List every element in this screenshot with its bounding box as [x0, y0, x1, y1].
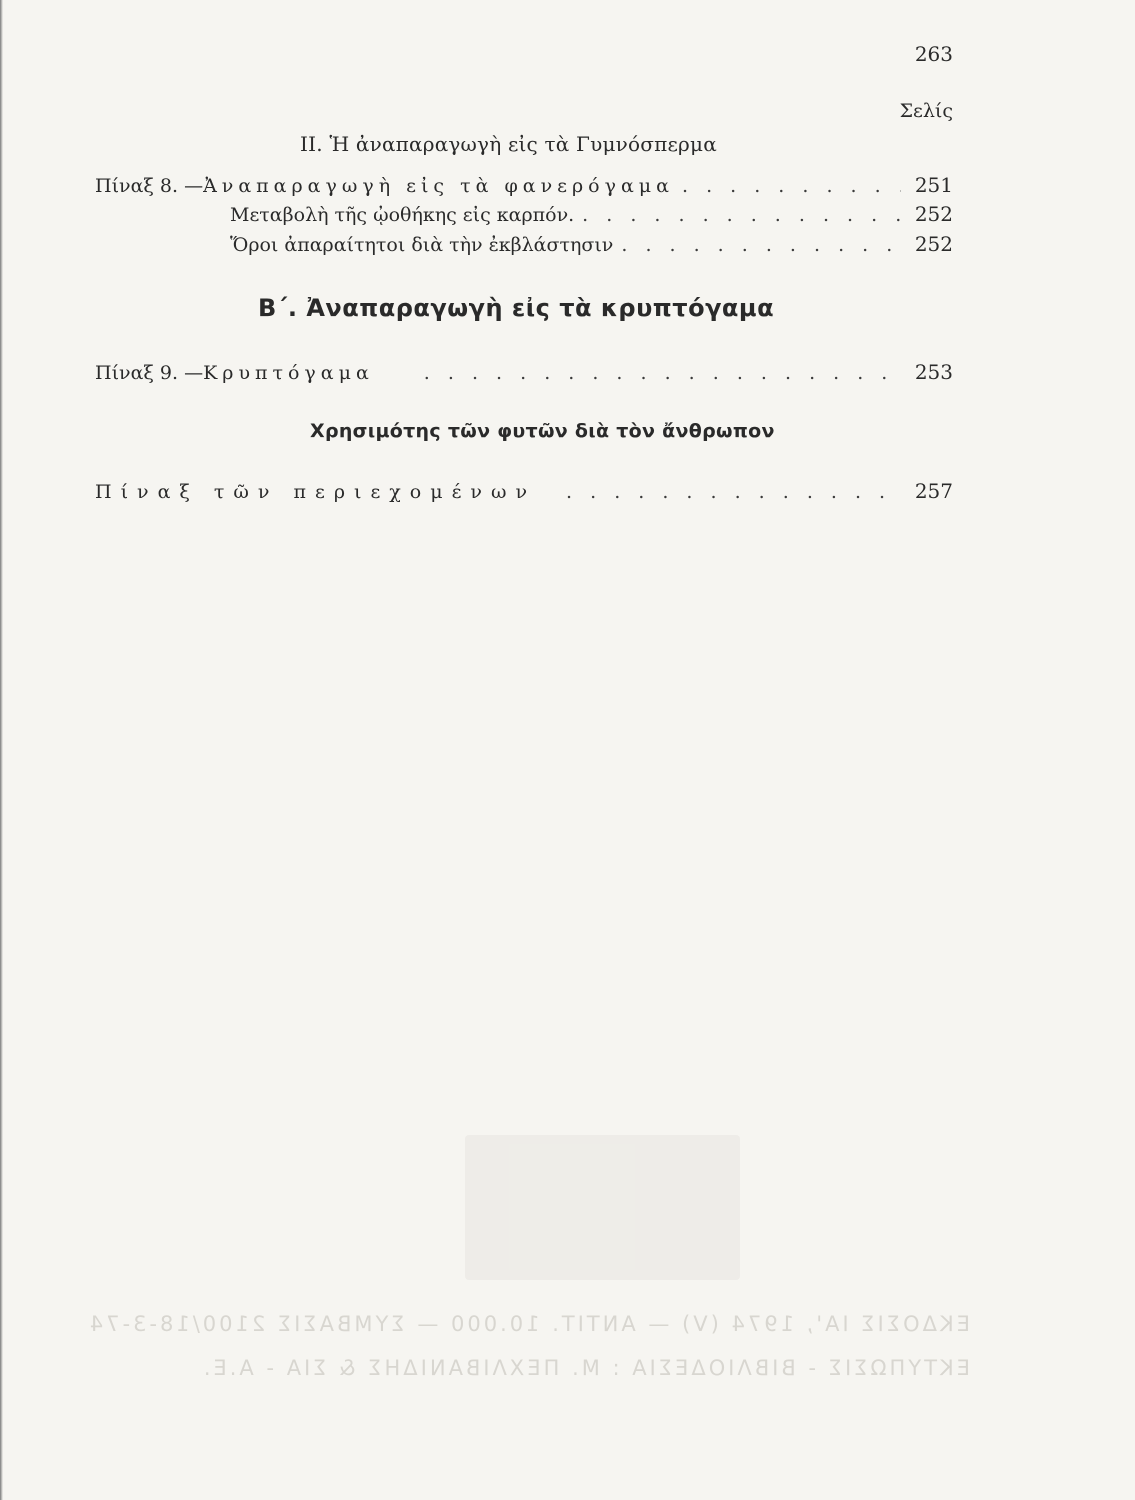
subsection-heading: II. Ἡ ἀναπαραγωγὴ εἰς τὰ Γυμνόσπερμα — [300, 132, 717, 156]
section-heading: Β΄. Ἀναπαραγωγὴ εἰς τὰ κρυπτόγαμα — [258, 294, 775, 322]
toc-entry-page: 257 — [914, 479, 953, 503]
toc-entry-page: 251 — [914, 173, 953, 197]
leader-dots — [424, 362, 901, 384]
leader-dots — [582, 204, 901, 226]
show-through-text: ΕΚΤΥΠΩΣΙΣ - ΒΙΒΛΙΟΔΕΣΙΑ : Μ. ΠΕΧΛΙΒΑΝΙΔΗΣ & ΣΙΑ - Α.Ε. — [200, 1356, 970, 1380]
toc-entry-page: 252 — [914, 202, 953, 226]
toc-entry-title: Μεταβολὴ τῆς ᾠοθήκης εἰς καρπόν. — [230, 204, 575, 226]
leader-dots — [566, 481, 901, 503]
page-number: 263 — [914, 42, 953, 66]
toc-entry-prefix: Πίναξ 8. — — [95, 175, 204, 197]
toc-entry — [230, 202, 953, 226]
toc-entry — [230, 232, 953, 256]
toc-entry — [95, 360, 953, 384]
section-heading: Χρησιμότης τῶν φυτῶν διὰ τὸν ἄνθρωπον — [310, 420, 775, 442]
toc-entry — [95, 479, 953, 503]
leader-dots — [682, 175, 901, 197]
toc-entry — [95, 173, 953, 197]
leader-dots — [621, 234, 900, 256]
page-column-header: Σελίς — [899, 100, 953, 122]
toc-entry-title: Πίναξ τῶν περιεχομένων — [95, 481, 537, 503]
toc-entry-prefix: Πίναξ 9. — — [95, 362, 204, 384]
toc-entry-title: Κρυπτόγαμα — [203, 362, 374, 384]
show-through-text: ΕΚΔΟΣΙΣ ΙΑ', 1974 (V) — ΑΝΤΙΤ. 10.000 — ΣΥΜΒΑΣΙΣ 2100/18-3-74 — [86, 1312, 970, 1336]
page-edge-shadow — [0, 0, 3, 1500]
toc-entry-page: 252 — [914, 232, 953, 256]
toc-entry-page: 253 — [914, 360, 953, 384]
toc-entry-title: Ὅροι ἀπαραίτητοι διὰ τὴν ἐκβλάστησιν — [230, 234, 614, 256]
toc-entry-title: Ἀναπαραγωγὴ εἰς τὰ φανερόγαμα — [203, 175, 674, 197]
show-through-stamp — [465, 1135, 740, 1280]
